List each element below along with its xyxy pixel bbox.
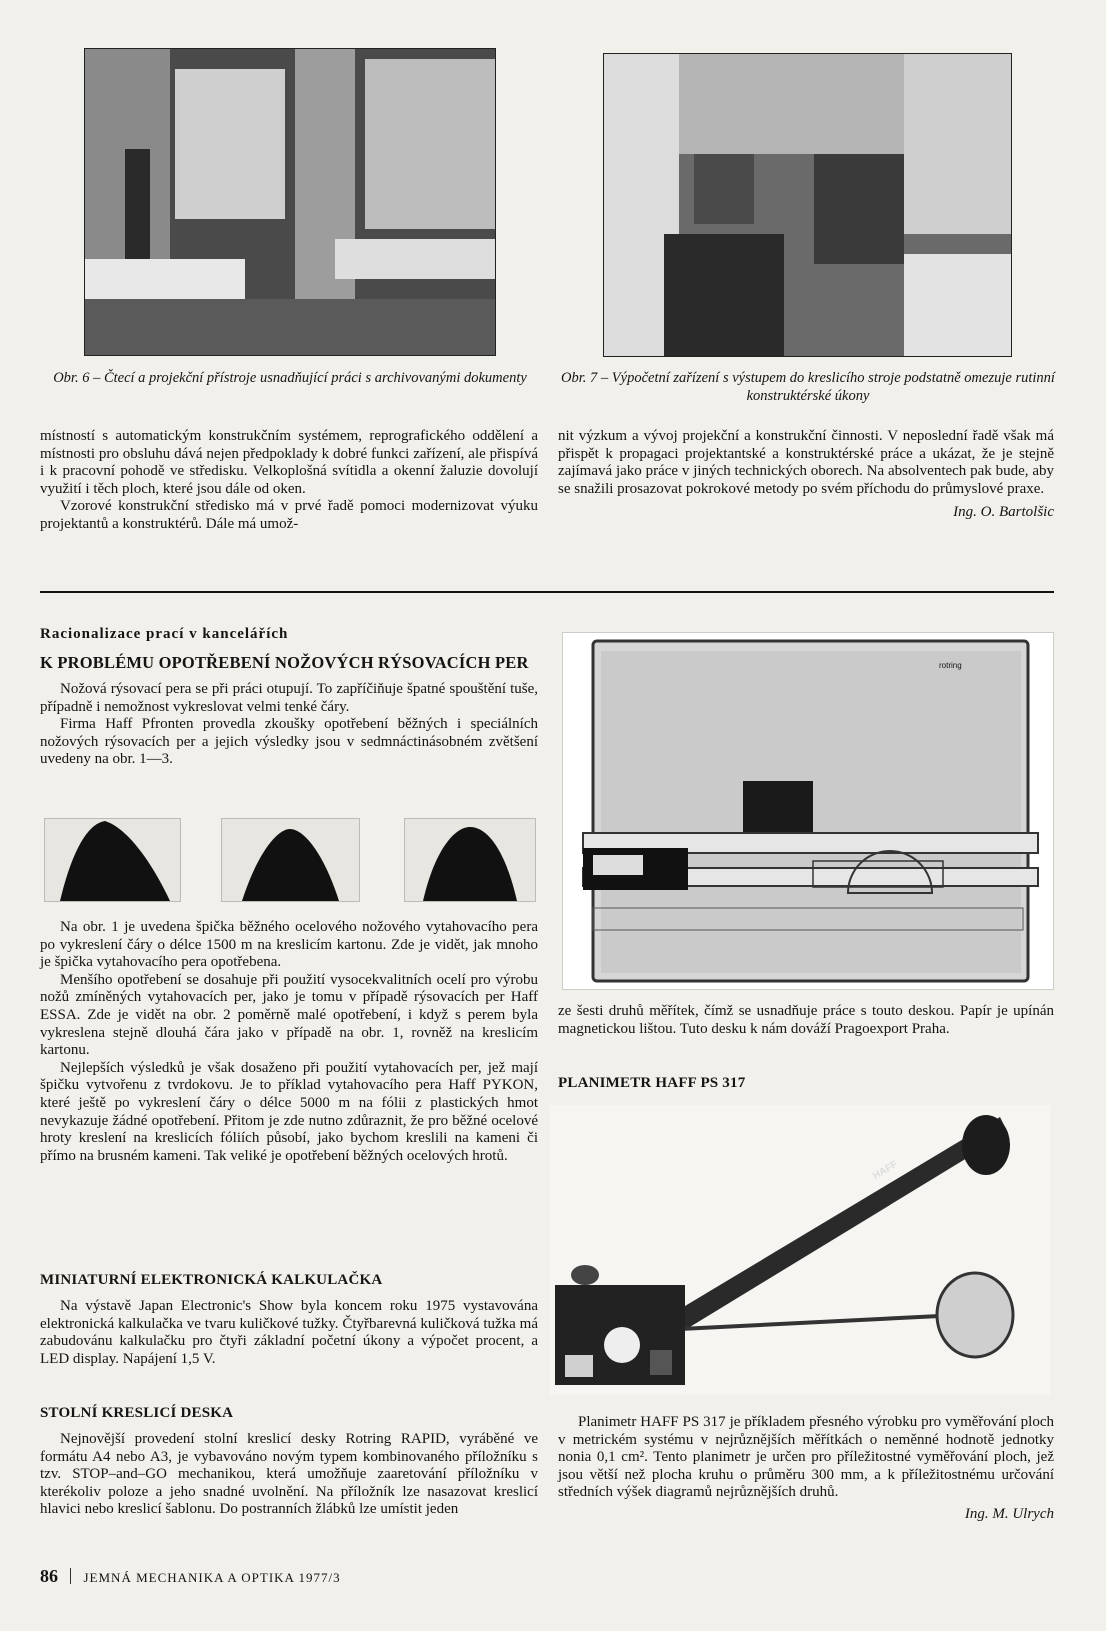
page-footer bbox=[40, 1566, 341, 1587]
section-p3: Na obr. 1 je uvedena špička běžného ocelového nožového vytahovacího pera po vykreslení čáry o délce 1500 m na kreslicím kartonu. Zde je vidět, jak mnoho je špička vytahovacího pera opotřebena. bbox=[40, 919, 538, 971]
calculator-body bbox=[40, 1298, 538, 1368]
top-article-p1: místností s automatickým konstrukčním systémem, reprografického oddělení a místnosti pro obsluhu dává nejen předpoklady k dobré funkci zařízení, ale přispívá i k pracovní pohodě ve středisku. Velkoplošná svítidla a okenní žaluzie dovolují využití i těch ploch, které jsou dále od oken. bbox=[40, 428, 538, 497]
planimeter-body bbox=[558, 1414, 1054, 1523]
calculator-title: MINIATURNÍ ELEKTRONICKÁ KALKULAČKA bbox=[40, 1272, 383, 1288]
desk-text: Nejnovější provedení stolní kreslicí desky Rotring RAPID, vyráběné ve formátu A4 nebo A3, je vybavováno novým typem kombinovaného příložníku s tzv. STOP–and–GO mechanikou, která umožňuje zaaretování příložníku v kterékoliv poloze a jeho snadné uvolnění. Na příložník lze nasazovat kreslicí hlavici nebo kreslicí šablonu. Do postranních žlábků lze umístit jeden bbox=[40, 1431, 538, 1518]
caption-fig6: Obr. 6 – Čtecí a projekční přístroje usnadňující práci s archivovanými dokumenty bbox=[53, 370, 527, 386]
top-article-p2: Vzorové konstrukční středisko má v prvé řadě pomoci modernizovat výuku projektantů a konstruktérů. Dále má umož- bbox=[40, 498, 538, 532]
pen-tip-fig3 bbox=[404, 818, 536, 902]
section-intro bbox=[40, 681, 538, 769]
desk-continued bbox=[558, 1003, 1054, 1038]
calculator-text: Na výstavě Japan Electronic's Show byla koncem roku 1975 vystavována elektronická kalkulačka ve tvaru kuličkové tužky. Čtyřbarevná kuličková tužka má zabudovánu kalkulačku pro čtyři základní početní úkony a výpočet procent, a LED display. Napájení 1,5 V. bbox=[40, 1298, 538, 1367]
section-divider bbox=[40, 591, 1054, 593]
footer-separator bbox=[70, 1568, 71, 1584]
top-article-p3: nit výzkum a vývoj projekční a konstrukční činnosti. V neposlední řadě však má přispět k propagaci projektantské a konstruktérské práce a ukázat, že je stejně zajímavá jako práce v jiných technických oborech. Na absolventech pak bude, aby se snažili prosazovat pokrokové metody po svém příchodu do průmyslové praxe. bbox=[558, 428, 1054, 497]
top-article-col2 bbox=[558, 428, 1054, 521]
desk-text-continued: ze šesti druhů měřítek, čímž se usnadňuje práce s touto deskou. Papír je upínán magnetickou lištou. Tuto desku k nám dováží Pragoexport Praha. bbox=[558, 1003, 1054, 1037]
section-body bbox=[40, 919, 538, 1165]
journal-name: JEMNÁ MECHANIKA A OPTIKA 1977/3 bbox=[83, 1570, 341, 1585]
planimeter-text: Planimetr HAFF PS 317 je příkladem přesného výrobku pro vyměřování ploch v metrickém systému v nejrůznějších měřítkách o neměnné hodnotě jednotky nonia 0,1 cm². Tento planimetr je určen pro příležitostné vyměřování ploch, jež jsou větší než plocha kruhu o průměru 300 mm, a k příležitostnému určování středních výšek diagramů nejrůznějších druhů. bbox=[558, 1414, 1054, 1501]
planimeter-photo bbox=[550, 1105, 1050, 1395]
section-p1: Nožová rýsovací pera se při práci otupují. To zapříčiňuje špatné spouštění tuše, případně i nemožnost vykreslovat velmi tenké čáry. bbox=[40, 681, 538, 715]
section-p4: Menšího opotřebení se dosahuje při použití vysocekvalitních ocelí pro výrobu nožů zmíněných vytahovacích per, jako je tomu v případě rýsovacích per Haff ESSA. Zde je vidět na obr. 2 poměrně malé opotřebení, i když s perem byla vykreslena stejně dlouhá čára jako v případě na obr. 1, rovněž na kreslicím kartonu. bbox=[40, 971, 538, 1059]
drawing-board-photo bbox=[562, 632, 1054, 990]
planimeter-arm-label: HAFF bbox=[871, 1158, 900, 1183]
desk-body bbox=[40, 1431, 538, 1519]
photo-fig7 bbox=[603, 53, 1012, 357]
caption-fig7: Obr. 7 – Výpočetní zařízení s výstupem do kreslicího stroje podstatně omezuje rutinní konstruktérské úkony bbox=[561, 370, 1055, 404]
top-article-col1 bbox=[40, 428, 538, 534]
section-p5: Nejlepších výsledků je však dosaženo při použití vytahovacích per, jež mají špičku vytvořenu z tvrdokovu. Je to příklad vytahovacího pera Haff PYKON, které ještě po vykreslení čáry o délce 5000 m na fólii z plastických hmot nevykazuje žádné opotřebení. Přitom je zde nutno zdůraznit, že pro běžné ocelové hroty kreslení na kreslicích fóliích působí, jako bychom kreslili na kameni či přímo na brusném kameni. Tak veliké je opotřebení běžných ocelových hrotů. bbox=[40, 1059, 538, 1164]
page-number: 86 bbox=[40, 1566, 58, 1586]
board-brand-label: rotring bbox=[939, 661, 962, 670]
section-kicker: Racionalizace prací v kancelářích bbox=[40, 626, 289, 642]
pen-tip-fig1 bbox=[44, 818, 181, 902]
photo-fig6 bbox=[84, 48, 496, 356]
planimeter-title: PLANIMETR HAFF PS 317 bbox=[558, 1075, 746, 1091]
planimeter-author: Ing. M. Ulrych bbox=[964, 1505, 1054, 1522]
desk-title: STOLNÍ KRESLICÍ DESKA bbox=[40, 1405, 234, 1421]
pen-tip-fig2 bbox=[221, 818, 360, 902]
section-p2: Firma Haff Pfronten provedla zkoušky opotřebení běžných i speciálních nožových rýsovacích per a jejich výsledky jsou v sedmnáctinásobném zvětšení uvedeny na obr. 1—3. bbox=[40, 716, 538, 768]
top-article-author: Ing. O. Bartolšic bbox=[953, 504, 1054, 521]
section-title: K PROBLÉMU OPOTŘEBENÍ NOŽOVÝCH RÝSOVACÍCH PER bbox=[40, 653, 529, 672]
